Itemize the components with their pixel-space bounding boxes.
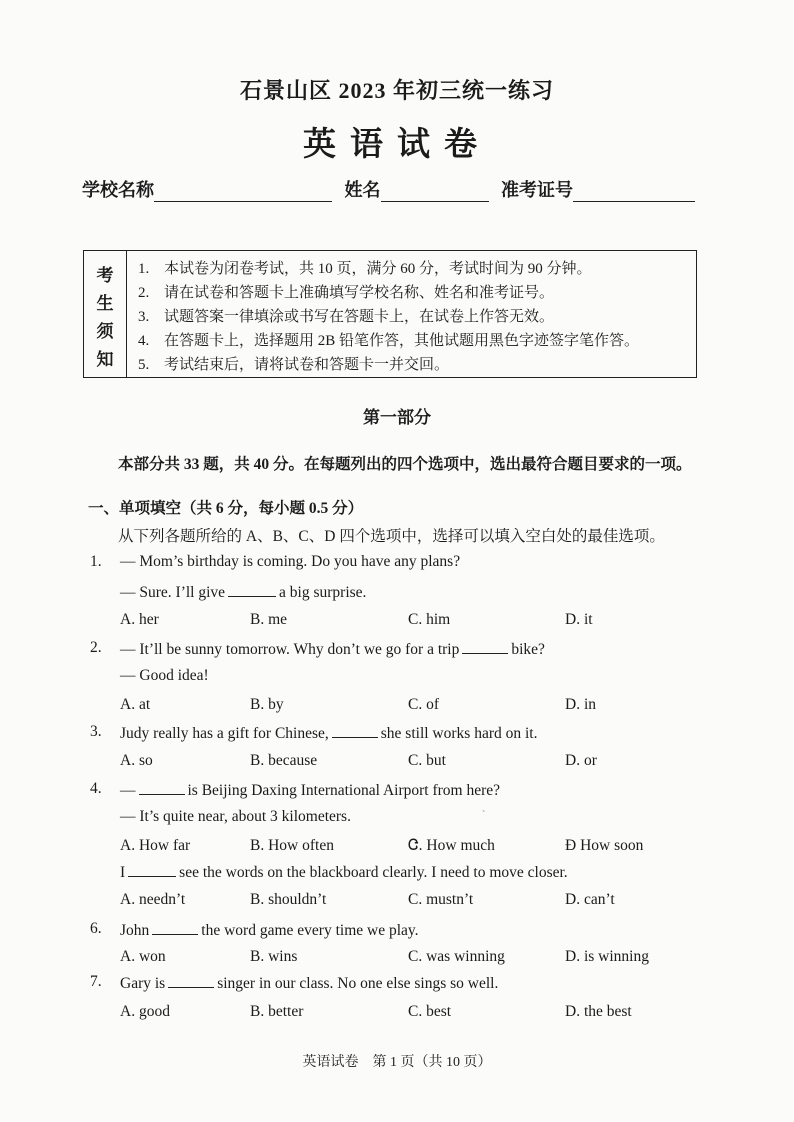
question-number: 3. [90, 723, 102, 740]
option[interactable]: D. can’t [565, 891, 615, 908]
question-number: 7. [90, 973, 102, 990]
notice-side-char: 须 [96, 322, 114, 341]
notice-side-label [84, 251, 127, 377]
question-number: 2. [90, 639, 102, 656]
answer-blank[interactable] [139, 780, 185, 795]
name-label: 姓名 [344, 180, 381, 200]
answer-blank[interactable] [168, 973, 214, 988]
notice-item: 2. 请在试卷和答题卡上准确填写学校名称、姓名和准考证号。 [138, 285, 555, 301]
option[interactable]: B. me [250, 611, 288, 628]
question-number: 6. [90, 920, 102, 937]
question-number: 1. [90, 553, 102, 570]
notice-item: 3. 试题答案一律填涂或书写在答题卡上，在试卷上作答无效。 [138, 309, 555, 325]
question-text: — is Beijing Daxing International Airport from here? [120, 782, 500, 799]
notice-item: 4. 在答题卡上，选择题用 2B 铅笔作答，其他试题用黑色字迹签字笔作答。 [138, 333, 640, 349]
notice-side-char: 考 [96, 266, 114, 285]
question-text: — It’ll be sunny tomorrow. Why don’t we go for a trip bike? [120, 641, 545, 658]
answer-blank[interactable] [228, 582, 276, 597]
question-text: — Mom’s birthday is coming. Do you have any plans? [120, 553, 461, 570]
option[interactable]: Đ How soon [565, 837, 644, 854]
option[interactable]: D. is winning [565, 948, 649, 965]
candidate-info-fields [82, 176, 703, 202]
page-footer: 英语试卷 第 1 页（共 10 页） [302, 1055, 492, 1070]
answer-blank[interactable] [332, 723, 378, 738]
question-text: — Sure. I’ll give a big surprise. [120, 584, 367, 601]
option[interactable]: C. was winning [408, 948, 505, 965]
school-label: 学校名称 [82, 180, 154, 200]
exam-title-line2: 英语试卷 [303, 127, 491, 163]
notice-side-char: 生 [96, 294, 114, 313]
question-text: Gary is singer in our class. No one else sings so well. [120, 975, 499, 992]
option[interactable]: A. won [120, 948, 166, 965]
notice-item: 1. 本试卷为闭卷考试，共 10 页，满分 60 分，考试时间为 90 分钟。 [138, 261, 592, 277]
option[interactable]: C. mustn’t [408, 891, 474, 908]
option[interactable]: Ꮳ. How much [408, 837, 495, 854]
option[interactable]: B. better [250, 1003, 304, 1020]
option[interactable]: A. at [120, 696, 151, 713]
option[interactable]: B. wins [250, 948, 298, 965]
question-text: Judy really has a gift for Chinese, she still works hard on it. [120, 725, 538, 742]
option[interactable]: A. so [120, 752, 153, 769]
option[interactable]: A. good [120, 1003, 170, 1020]
question-text: — It’s quite near, about 3 kilometers. [120, 808, 351, 825]
candidate-notice-box [83, 250, 697, 378]
option[interactable]: B. shouldn’t [250, 891, 327, 908]
question-text: — Good idea! [120, 667, 209, 684]
option[interactable]: B. How often [250, 837, 334, 854]
question-text: John the word game every time we play. [120, 922, 419, 939]
answer-blank[interactable] [128, 862, 176, 877]
id-blank[interactable] [573, 183, 695, 202]
notice-side-char: 知 [96, 350, 114, 369]
part-intro: 本部分共 33 题，共 40 分。在每题列出的四个选项中，选出最符合题目要求的一项。 [118, 456, 692, 473]
name-blank[interactable] [381, 183, 489, 202]
option[interactable]: A. How far [120, 837, 191, 854]
section-title: 一、单项填空（共 6 分，每小题 0.5 分） [88, 500, 364, 517]
option[interactable]: C. him [408, 611, 451, 628]
option[interactable]: C. best [408, 1003, 452, 1020]
part-title: 第一部分 [363, 408, 431, 427]
option[interactable]: D. in [565, 696, 596, 713]
option[interactable]: B. because [250, 752, 318, 769]
question-number: 4. [90, 780, 102, 797]
option[interactable]: C. but [408, 752, 446, 769]
answer-blank[interactable] [152, 920, 198, 935]
id-label: 准考证号 [501, 180, 573, 200]
question-text: I see the words on the blackboard clearly. I need to move closer. [120, 864, 568, 881]
notice-item: 5. 考试结束后，请将试卷和答题卡一并交回。 [138, 357, 450, 373]
option[interactable]: A. her [120, 611, 159, 628]
stray-mark: ` [482, 810, 486, 821]
option[interactable]: D. or [565, 752, 597, 769]
answer-blank[interactable] [462, 639, 508, 654]
option[interactable]: B. by [250, 696, 284, 713]
exam-title-line1: 石景山区 2023 年初三统一练习 [239, 78, 554, 103]
option[interactable]: A. needn’t [120, 891, 186, 908]
school-blank[interactable] [154, 183, 332, 202]
option[interactable]: D. the best [565, 1003, 632, 1020]
section-instructions: 从下列各题所给的 A、B、C、D 四个选项中，选择可以填入空白处的最佳选项。 [118, 528, 665, 545]
option[interactable]: C. of [408, 696, 439, 713]
option[interactable]: D. it [565, 611, 593, 628]
